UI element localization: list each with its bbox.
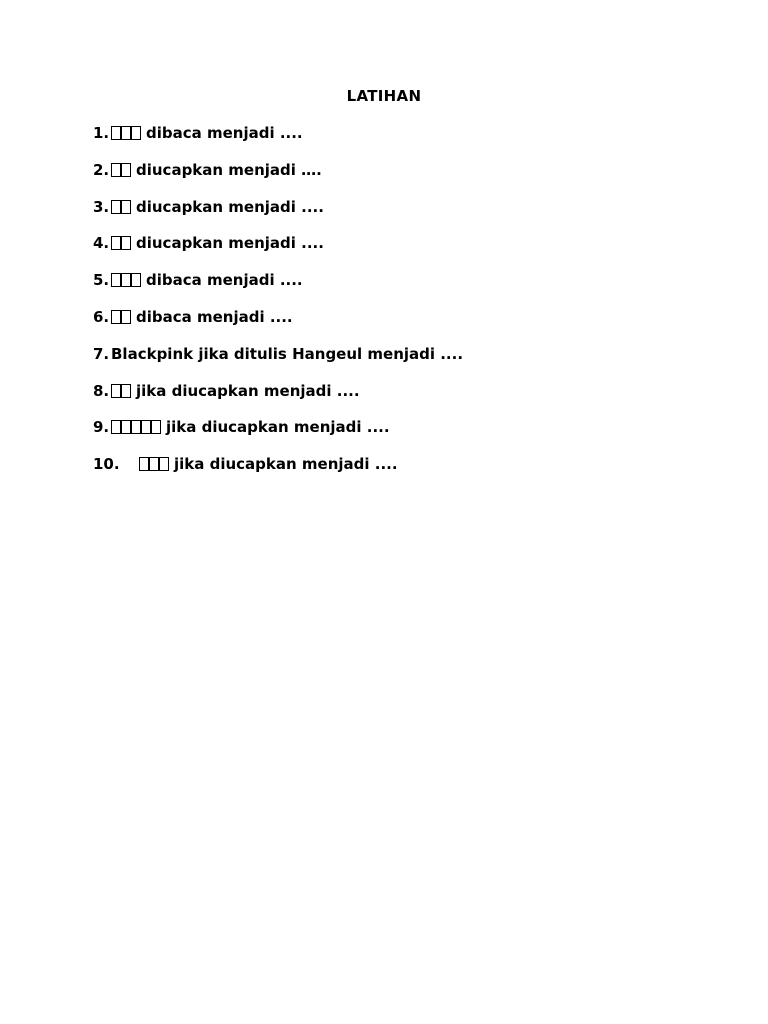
list-item bbox=[93, 271, 463, 308]
list-item bbox=[93, 308, 463, 345]
item-number: 7. bbox=[93, 344, 110, 363]
document-title: LATIHAN bbox=[346, 87, 422, 105]
list-item bbox=[93, 234, 463, 271]
exercise-list bbox=[93, 124, 463, 492]
item-number: 9. bbox=[93, 418, 110, 437]
item-number: 6. bbox=[93, 307, 110, 326]
missing-glyph-icon bbox=[111, 418, 161, 434]
item-text: jika diucapkan menjadi .... bbox=[174, 455, 398, 474]
missing-glyph-icon bbox=[111, 124, 141, 140]
list-item bbox=[93, 455, 463, 492]
item-number: 2. bbox=[93, 160, 110, 179]
item-number: 1. bbox=[93, 124, 110, 142]
missing-glyph-icon bbox=[111, 271, 141, 287]
item-number: 3. bbox=[93, 197, 110, 216]
item-number: 5. bbox=[93, 271, 110, 290]
item-number: 4. bbox=[93, 234, 110, 253]
item-text: Blackpink jika ditulis Hangeul menjadi .... bbox=[111, 344, 464, 363]
list-item bbox=[93, 161, 463, 198]
item-text: diucapkan menjadi .... bbox=[136, 234, 324, 253]
list-item bbox=[93, 382, 463, 419]
item-text: diucapkan menjadi .... bbox=[136, 197, 324, 216]
item-text: dibaca menjadi .... bbox=[146, 124, 303, 142]
missing-glyph-icon bbox=[111, 161, 131, 177]
list-item bbox=[93, 124, 463, 161]
item-text: jika diucapkan menjadi .... bbox=[166, 418, 390, 437]
missing-glyph-icon bbox=[111, 198, 131, 214]
item-text: jika diucapkan menjadi .... bbox=[136, 381, 360, 400]
item-number: 8. bbox=[93, 381, 110, 400]
item-text: dibaca menjadi .... bbox=[146, 271, 303, 290]
missing-glyph-icon bbox=[111, 234, 131, 250]
missing-glyph-icon bbox=[139, 455, 169, 471]
missing-glyph-icon bbox=[111, 308, 131, 324]
missing-glyph-icon bbox=[111, 382, 131, 398]
item-text: diucapkan menjadi …. bbox=[136, 160, 322, 179]
list-item bbox=[93, 198, 463, 235]
item-number: 10. bbox=[93, 455, 120, 474]
item-text: dibaca menjadi .... bbox=[136, 307, 293, 326]
list-item bbox=[93, 345, 463, 382]
list-item bbox=[93, 418, 463, 455]
